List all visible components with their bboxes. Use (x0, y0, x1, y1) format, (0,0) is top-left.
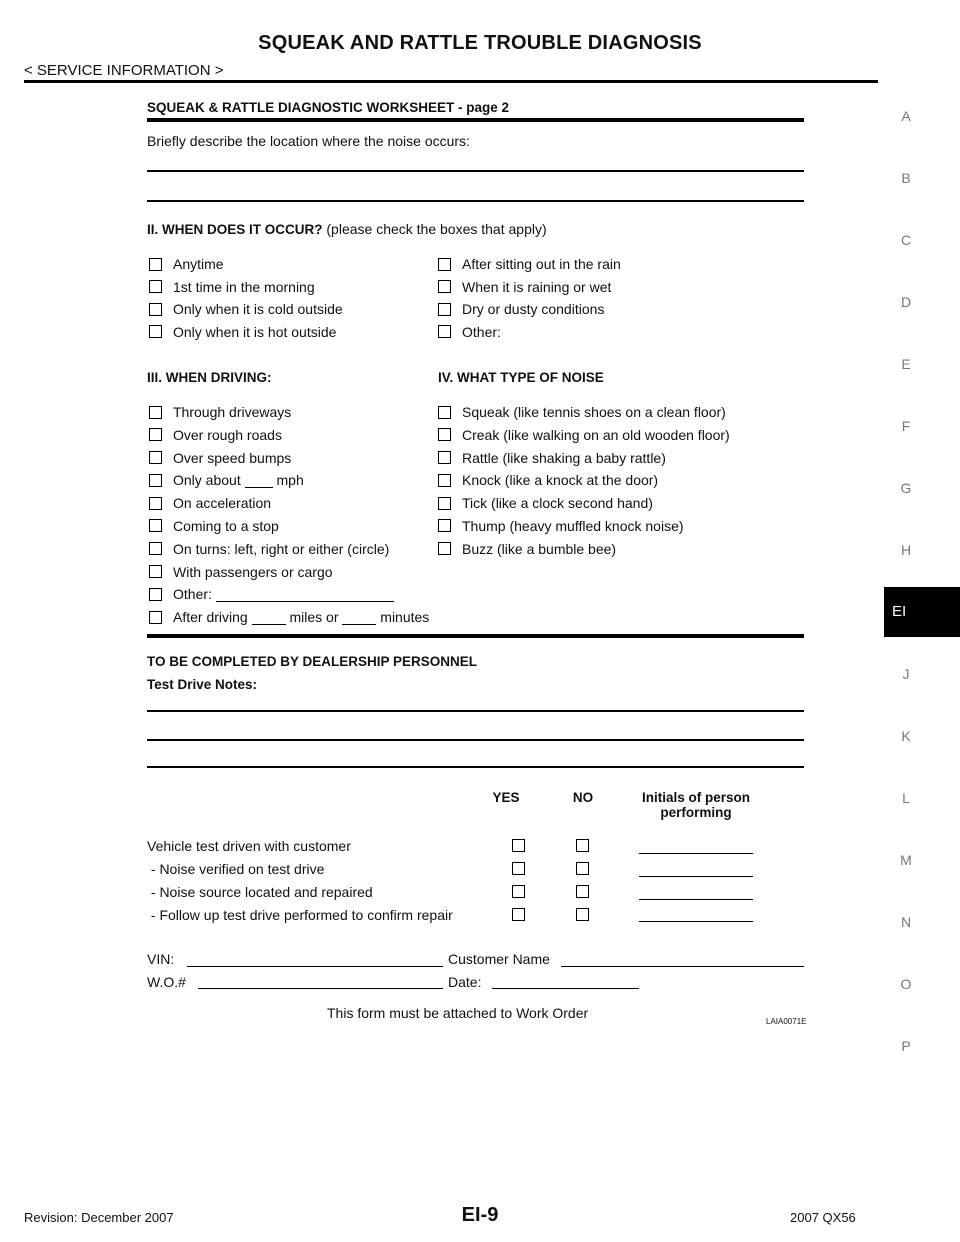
minutes-label: minutes (380, 609, 430, 626)
checkbox[interactable] (149, 451, 162, 464)
list-item[interactable] (149, 322, 343, 342)
wo-label: W.O.# (147, 974, 186, 990)
table-row-label: Vehicle test driven with customer (147, 838, 351, 854)
item-label: Over rough roads (173, 426, 282, 443)
item-label: Only when it is hot outside (173, 323, 337, 340)
checkbox[interactable] (438, 406, 451, 419)
checkbox[interactable] (438, 519, 451, 532)
checkbox[interactable] (149, 519, 162, 532)
item-label: Over speed bumps (173, 449, 292, 466)
section-divider (147, 118, 804, 122)
checkbox[interactable] (149, 474, 162, 487)
item-label: Through driveways (173, 404, 292, 420)
table-row-label: - Noise verified on test drive (147, 861, 325, 877)
checkbox[interactable] (149, 497, 162, 510)
col-initials (626, 790, 766, 820)
item-label: Rattle (like shaking a baby rattle) (462, 449, 666, 466)
list-item[interactable] (438, 322, 621, 342)
list-item[interactable] (149, 425, 429, 445)
sidebar-item-h[interactable]: H (900, 542, 912, 558)
when-driving-heading: III. WHEN DRIVING: (147, 370, 272, 385)
checkbox[interactable] (149, 565, 162, 578)
sidebar-item-p[interactable]: P (901, 1038, 911, 1054)
col-yes: YES (492, 790, 520, 805)
item-label: Only when it is cold outside (173, 301, 343, 317)
list-item[interactable] (149, 470, 429, 490)
item-label: Only about (173, 472, 241, 489)
checkbox[interactable] (149, 303, 162, 316)
page-title: SQUEAK AND RATTLE TROUBLE DIAGNOSIS (258, 32, 702, 54)
item-label: Thump (heavy muffled knock noise) (462, 517, 684, 534)
miles-or-label: miles or (289, 609, 339, 626)
checkbox[interactable] (438, 303, 451, 316)
checkbox[interactable] (149, 428, 162, 441)
location-line-1[interactable] (147, 170, 804, 172)
list-item[interactable] (438, 516, 730, 536)
header-divider (24, 80, 878, 83)
col-initials-line2: performing (660, 805, 732, 820)
list-item[interactable] (149, 299, 343, 319)
sidebar-item-o[interactable]: O (900, 976, 912, 992)
initials-line[interactable] (639, 921, 753, 922)
sidebar-item-c[interactable]: C (900, 232, 912, 248)
minutes-blank[interactable] (342, 610, 376, 625)
miles-blank[interactable] (252, 610, 286, 625)
item-label: Knock (like a knock at the door) (462, 472, 659, 489)
initials-line[interactable] (639, 876, 753, 877)
mph-label: mph (276, 472, 304, 489)
no-checkbox[interactable] (576, 908, 589, 921)
sidebar-item-l[interactable]: L (902, 790, 910, 806)
location-prompt: Briefly describe the location where the noise occurs: (147, 133, 470, 149)
sidebar-item-a[interactable]: A (901, 108, 911, 124)
footer-page-number: EI-9 (461, 1204, 499, 1226)
when-occur-left-list (149, 254, 343, 342)
list-item[interactable] (149, 516, 429, 536)
checkbox[interactable] (149, 258, 162, 271)
breadcrumb: < SERVICE INFORMATION > (24, 62, 224, 79)
date-field[interactable] (492, 988, 639, 989)
when-occur-right-list (438, 254, 621, 342)
item-label: 1st time in the morning (173, 278, 315, 295)
item-label: On turns: left, right or either (circle) (173, 540, 390, 557)
sidebar-item-f[interactable]: F (901, 418, 911, 434)
when-occur-heading-note: (please check the boxes that apply) (326, 221, 547, 237)
list-item[interactable] (149, 448, 429, 468)
footer-revision: Revision: December 2007 (24, 1210, 174, 1225)
item-label: Anytime (173, 256, 224, 272)
yes-checkbox[interactable] (512, 885, 525, 898)
notes-line-3[interactable] (147, 766, 804, 768)
sidebar-item-ei-active[interactable] (884, 587, 960, 637)
yes-checkbox[interactable] (512, 862, 525, 875)
list-item[interactable] (438, 448, 730, 468)
noise-type-heading: IV. WHAT TYPE OF NOISE (438, 370, 604, 385)
list-item[interactable] (438, 299, 621, 319)
when-occur-heading (147, 221, 547, 237)
sidebar-item-m[interactable]: M (900, 852, 912, 868)
list-item[interactable] (438, 277, 621, 297)
yes-checkbox[interactable] (512, 908, 525, 921)
item-label: Buzz (like a bumble bee) (462, 540, 617, 557)
item-label: Creak (like walking on an old wooden floor) (462, 426, 730, 443)
yes-checkbox[interactable] (512, 839, 525, 852)
table-row-label: - Noise source located and repaired (147, 884, 373, 900)
list-item[interactable] (438, 425, 730, 445)
item-label: After driving (173, 609, 248, 626)
checkbox[interactable] (149, 542, 162, 555)
sidebar-item-d[interactable]: D (900, 294, 912, 310)
checkbox[interactable] (149, 280, 162, 293)
list-item[interactable] (438, 539, 730, 559)
item-label: Tick (like a clock second hand) (462, 495, 653, 512)
sidebar-item-b[interactable]: B (901, 170, 911, 186)
item-label: After sitting out in the rain (462, 256, 621, 272)
section-divider (147, 634, 804, 638)
list-item[interactable] (149, 607, 429, 627)
item-label: With passengers or cargo (173, 563, 333, 580)
checkbox[interactable] (438, 280, 451, 293)
attach-note: This form must be attached to Work Order (327, 1005, 589, 1021)
vin-field[interactable] (187, 966, 443, 967)
other-blank[interactable] (216, 587, 394, 602)
list-item[interactable] (149, 254, 343, 274)
footer-model: 2007 QX56 (790, 1210, 856, 1225)
dealer-heading: TO BE COMPLETED BY DEALERSHIP PERSONNEL (147, 654, 478, 669)
item-label: Other: (173, 586, 212, 603)
initials-line[interactable] (639, 899, 753, 900)
sidebar-item-n[interactable]: N (900, 914, 912, 930)
list-item[interactable] (438, 493, 730, 513)
list-item[interactable] (438, 254, 621, 274)
checkbox[interactable] (149, 611, 162, 624)
checkbox[interactable] (149, 588, 162, 601)
item-label: Dry or dusty conditions (462, 301, 605, 317)
list-item[interactable] (149, 584, 429, 604)
mph-blank[interactable] (245, 473, 273, 488)
noise-type-list (438, 402, 730, 559)
location-line-2[interactable] (147, 200, 804, 202)
sidebar-item-g[interactable]: G (900, 480, 912, 496)
checkbox[interactable] (438, 542, 451, 555)
list-item[interactable] (149, 539, 429, 559)
customer-name-label: Customer Name (448, 951, 550, 967)
test-drive-notes-label: Test Drive Notes: (147, 677, 258, 692)
checkbox[interactable] (438, 325, 451, 338)
item-label: When it is raining or wet (462, 278, 612, 295)
checkbox[interactable] (438, 497, 451, 510)
list-item[interactable] (149, 402, 429, 422)
customer-name-field[interactable] (561, 966, 804, 967)
when-driving-list (149, 402, 429, 627)
checkbox[interactable] (438, 474, 451, 487)
figure-code: LAIA0071E (766, 1017, 807, 1026)
checkbox[interactable] (438, 451, 451, 464)
when-occur-heading-bold: II. WHEN DOES IT OCCUR? (147, 222, 323, 237)
checkbox[interactable] (438, 428, 451, 441)
checkbox[interactable] (149, 325, 162, 338)
checkbox[interactable] (438, 258, 451, 271)
no-checkbox[interactable] (576, 885, 589, 898)
list-item[interactable] (438, 402, 730, 422)
sidebar-item-ei-label: EI (892, 603, 907, 620)
sidebar-item-j[interactable]: J (902, 666, 910, 682)
checkbox[interactable] (149, 406, 162, 419)
item-label: Coming to a stop (173, 517, 279, 534)
item-label: On acceleration (173, 495, 272, 512)
list-item[interactable] (149, 277, 343, 297)
item-label: Other: (462, 323, 501, 340)
initials-line[interactable] (639, 853, 753, 854)
date-label: Date: (448, 974, 482, 990)
no-checkbox[interactable] (576, 839, 589, 852)
list-item[interactable] (438, 470, 730, 490)
vin-label: VIN: (147, 951, 175, 967)
wo-field[interactable] (198, 988, 443, 989)
sidebar-item-k[interactable]: K (901, 728, 911, 744)
list-item[interactable] (149, 493, 429, 513)
worksheet-title: SQUEAK & RATTLE DIAGNOSTIC WORKSHEET - page 2 (147, 100, 510, 115)
sidebar-item-e[interactable]: E (901, 356, 911, 372)
col-initials-line1: Initials of person (641, 790, 750, 805)
item-label: Squeak (like tennis shoes on a clean floor) (462, 404, 726, 420)
no-checkbox[interactable] (576, 862, 589, 875)
notes-line-2[interactable] (147, 739, 804, 741)
table-row-label: - Follow up test drive performed to confirm repair (147, 907, 453, 923)
col-no: NO (572, 790, 594, 805)
list-item[interactable] (149, 562, 429, 582)
notes-line-1[interactable] (147, 710, 804, 712)
